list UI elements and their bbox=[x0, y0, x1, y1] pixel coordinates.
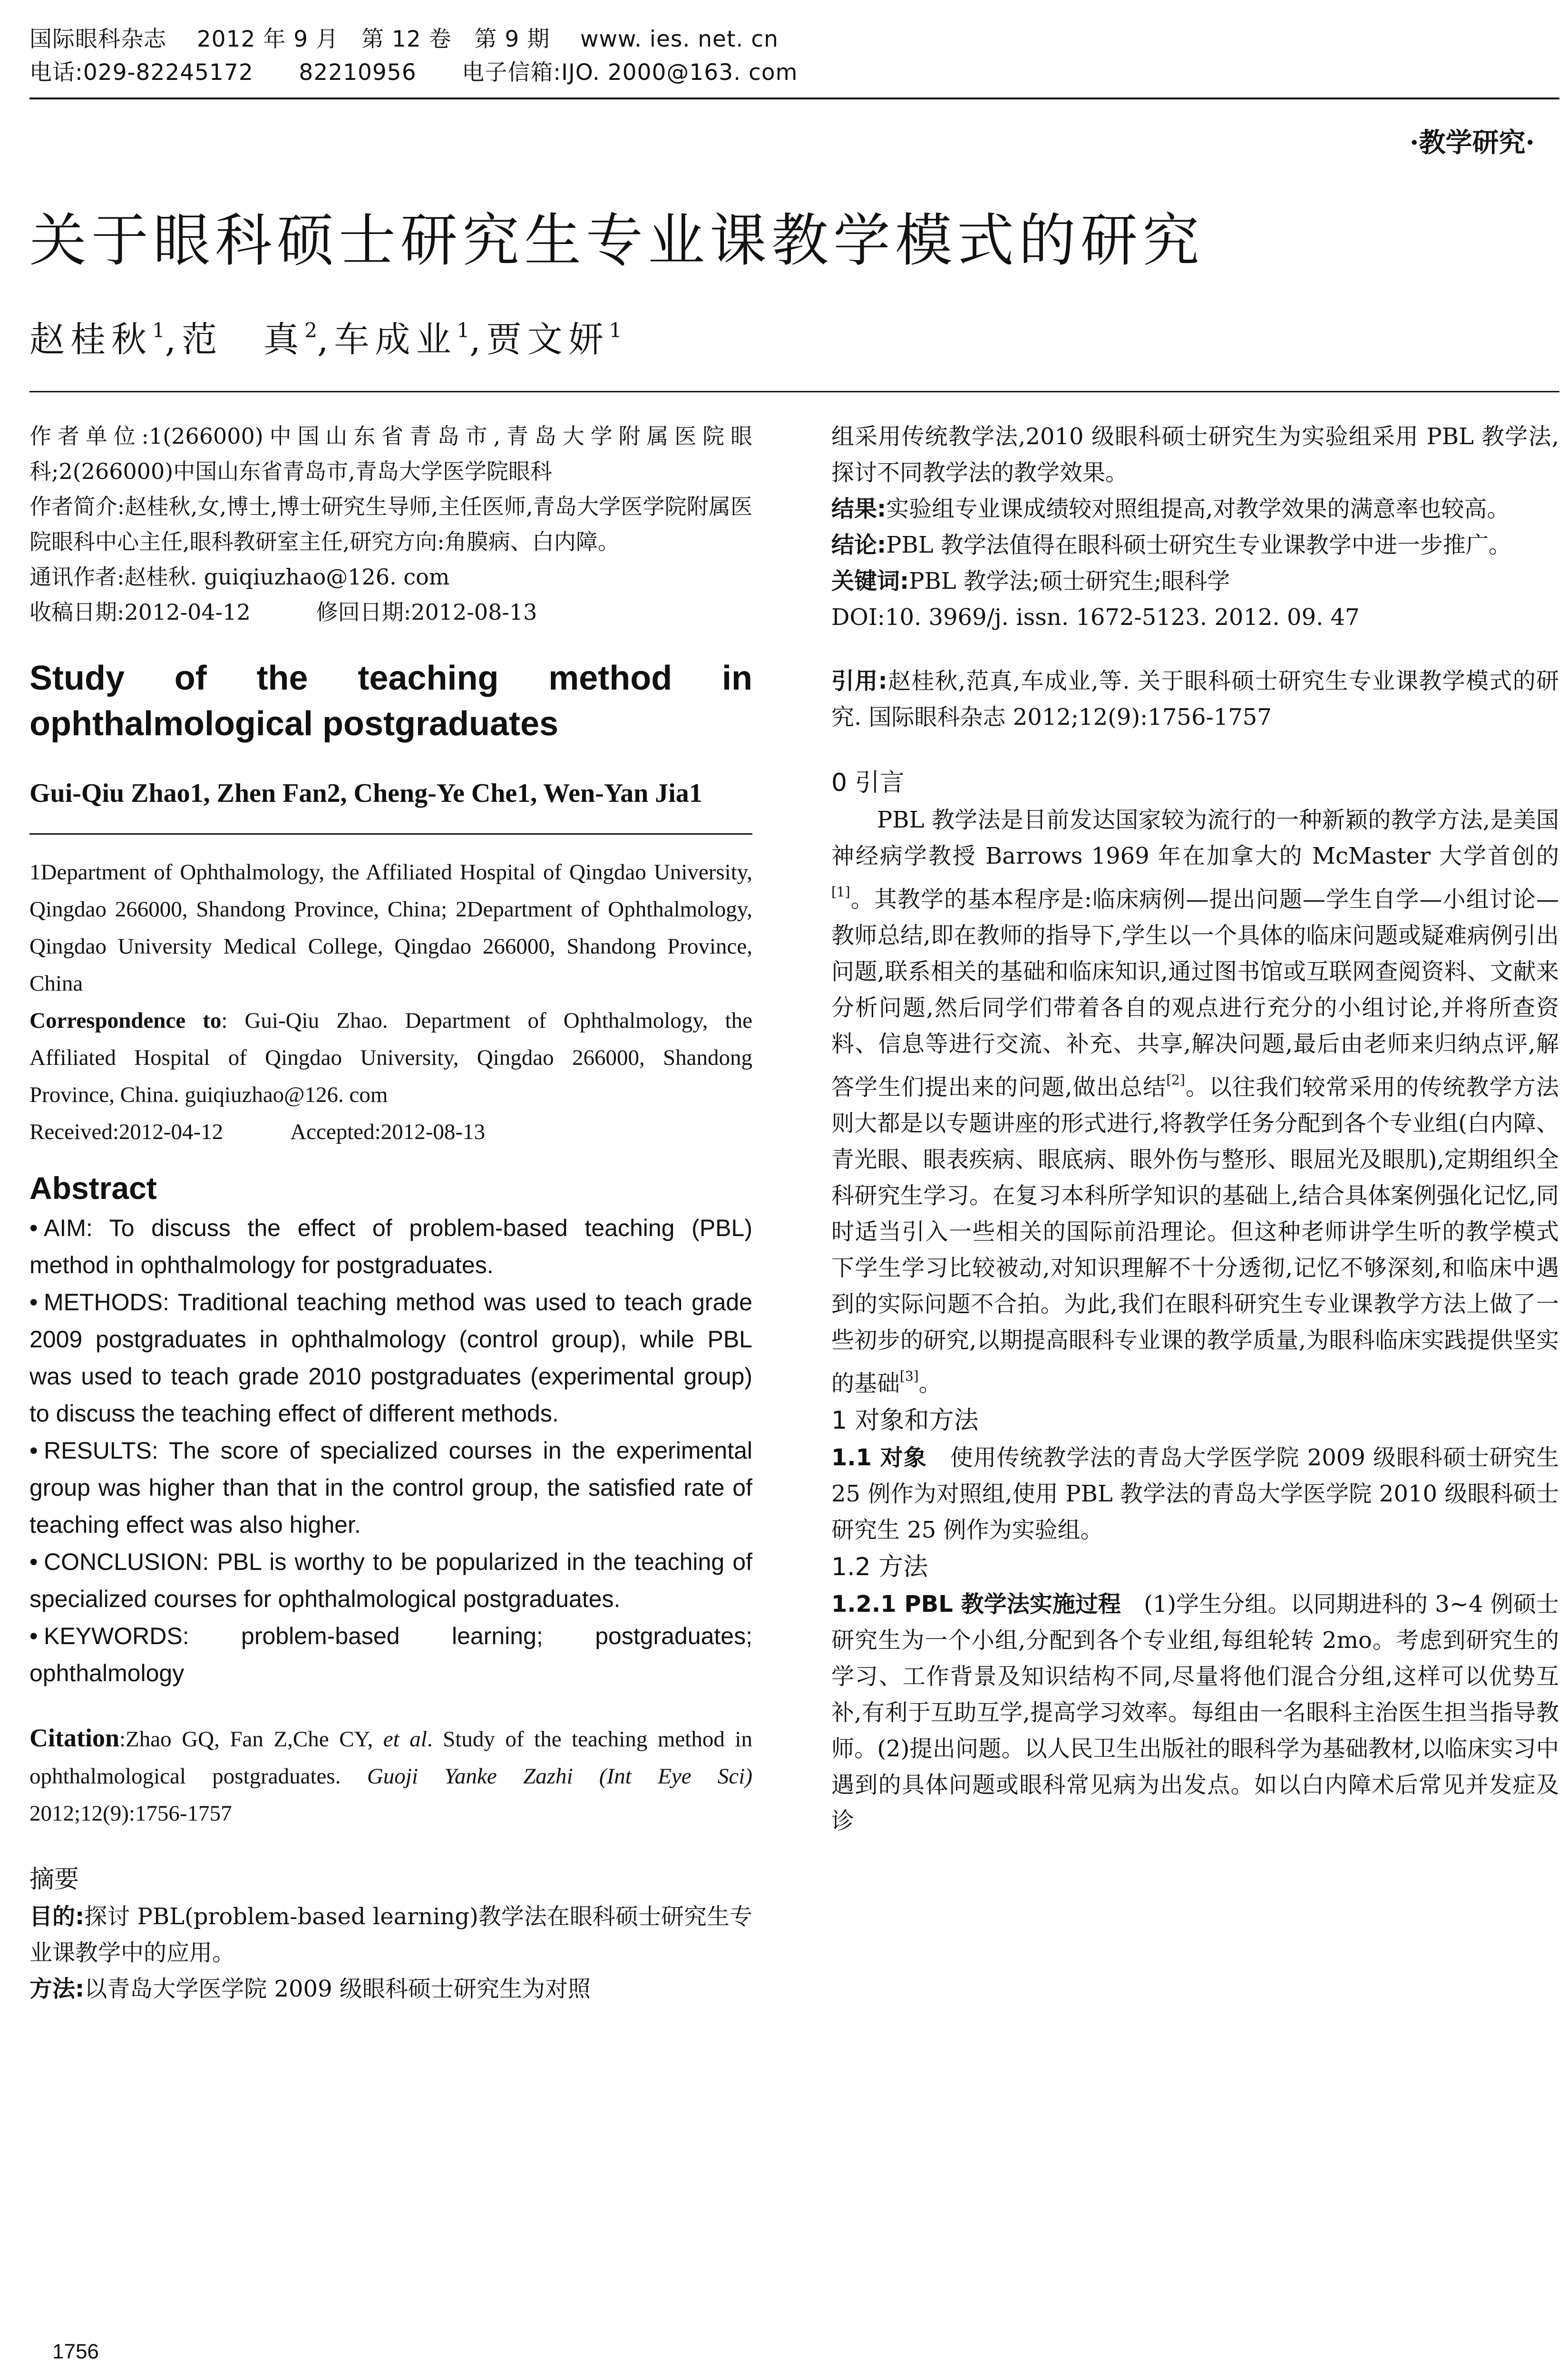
ref-2: [2] bbox=[1166, 1072, 1185, 1088]
article-title-cn: 关于眼科硕士研究生专业课教学模式的研究 bbox=[29, 208, 1204, 274]
abstract-methods: • METHODS: Traditional teaching method was used to teach grade 2009 postgraduates in ophthalmology (control group), while PBL was used to teach grade 2010 postgraduates (experimental group) to discuss the teaching effect of different methods. bbox=[29, 1289, 752, 1427]
authors-en: Gui-Qiu Zhao1, Zhen Fan2, Cheng-Ye Che1, Wen-Yan Jia1 bbox=[29, 779, 702, 808]
website: www. ies. net. cn bbox=[580, 26, 779, 52]
received-en: Received:2012-04-12 bbox=[29, 1120, 224, 1144]
affiliation-cn: 作者单位:1(266000)中国山东省青岛市,青岛大学附属医院眼科;2(266000)中国山东省青岛市,青岛大学医学院眼科 bbox=[29, 423, 752, 484]
phone-2: 82210956 bbox=[299, 59, 417, 86]
article-meta-cn bbox=[29, 419, 752, 630]
left-column bbox=[29, 419, 752, 2007]
header-rule bbox=[29, 97, 1559, 99]
authors-cn: 赵桂秋$^1$,范 真$^2$,车成业$^1$,贾文妍$^1$ bbox=[29, 319, 622, 360]
author-name: 范 真 bbox=[182, 319, 305, 360]
correspondence-label: Correspondence to bbox=[29, 1008, 222, 1033]
abstract-results: • RESULTS: The score of specialized courses in the experimental group was higher than that in the control group, the satisfied rate of teaching effect was also higher. bbox=[29, 1437, 752, 1538]
title-rule bbox=[29, 391, 1559, 392]
email: 电子信箱:IJO. 2000@163. com bbox=[462, 59, 798, 86]
citation-label: Citation bbox=[29, 1724, 119, 1752]
intro-heading: 0 引言 bbox=[831, 769, 905, 797]
author-bio-cn: 作者简介:赵桂秋,女,博士,博士研究生导师,主任医师,青岛大学医学院附属医院眼科中心主任,眼科教研室主任,研究方向:角膜病、白内障。 bbox=[29, 494, 752, 555]
methods-subheading: 1.2 方法 bbox=[831, 1553, 928, 1581]
author-name: 车成业 bbox=[334, 319, 457, 360]
methods-heading: 1 对象和方法 bbox=[831, 1406, 979, 1435]
correspondence-en bbox=[29, 1002, 752, 1113]
affiliation-en: 1Department of Ophthalmology, the Affiliated Hospital of Qingdao University, Qingdao 266000, Shandong Province, China; 2Department of Ophthalmology, Qingdao University Medical College, Qingdao 266000, Shandong Province, China bbox=[29, 860, 752, 996]
dates-cn bbox=[29, 594, 752, 630]
article-title-en-line1: Study of the teaching method in bbox=[29, 659, 752, 697]
correspondence-text: : Gui-Qiu Zhao. Department of Ophthalmology, the Affiliated Hospital of Qingdao University, Qingdao 266000, Shandong Province, China. guiqiuzhao@126. com bbox=[29, 1008, 752, 1107]
abstract-cn-methods-cont: 组采用传统教学法,2010 级眼科硕士研究生为实验组采用 PBL 教学法,探讨不同教学法的教学效果。 bbox=[831, 423, 1559, 486]
abstract-cn-keywords: 关键词:PBL 教学法;硕士研究生;眼科学 bbox=[831, 568, 1230, 594]
pbl-process-paragraph: 1.2.1 PBL 教学法实施过程 (1)学生分组。以同期进科的 3~4 例硕士研究生为一个小组,分配到各个专业组,每组轮转 2mo。考虑到研究生的学习、工作背景及知识结构不同,尽量将他们混合分组,这样可以优势互补,有利于互助互学,提高学习效率。每组由一名眼科主治医生担当指导教师。(2)提出问题。以人民卫生出版社的眼科学为基础教材,以临床实习中遇到的具体问题或眼科常见病为出发点。如以白内障术后常见并发症及诊 bbox=[831, 1591, 1559, 1834]
correspondence-cn: 通讯作者:赵桂秋. guiqiuzhao@126. com bbox=[29, 564, 450, 590]
abstract-cn-heading: 摘要 bbox=[29, 1865, 79, 1894]
volume: 第 12 卷 bbox=[361, 26, 452, 52]
abstract-aim: • AIM: To discuss the effect of problem-based teaching (PBL) method in ophthalmology for postgraduates. bbox=[29, 1215, 752, 1278]
author-name: 赵桂秋 bbox=[29, 319, 152, 360]
journal-header bbox=[29, 23, 1551, 89]
authors-rule bbox=[29, 833, 752, 835]
header-row-2 bbox=[29, 56, 1551, 89]
author-sup: 1 bbox=[609, 319, 622, 342]
received-cn: 收稿日期:2012-04-12 bbox=[29, 599, 251, 625]
abstract-heading: Abstract bbox=[29, 1170, 157, 1206]
abstract-cn-results: 结果:实验组专业课成绩较对照组提高,对教学效果的满意率也较高。 bbox=[831, 496, 1510, 522]
issue-date: 2012 年 9 月 bbox=[196, 26, 339, 52]
issue: 第 9 期 bbox=[474, 26, 550, 52]
ref-3: [3] bbox=[900, 1368, 919, 1384]
abstract-cn-conclusion: 结论:PBL 教学法值得在眼科硕士研究生专业课教学中进一步推广。 bbox=[831, 532, 1511, 558]
phone: 电话:029-82245172 bbox=[29, 59, 253, 86]
author-sup: 2 bbox=[304, 319, 317, 342]
doi: DOI:10. 3969/j. issn. 1672-5123. 2012. 09. 47 bbox=[831, 604, 1360, 631]
abstract-keywords: • KEYWORDS: problem-based learning; postgraduates; ophthalmology bbox=[29, 1623, 752, 1686]
author-name: 贾文妍 bbox=[486, 319, 609, 360]
subjects-paragraph: 1.1 对象 使用传统教学法的青岛大学医学院 2009 级眼科硕士研究生 25 例作为对照组,使用 PBL 教学法的青岛大学医学院 2010 级眼科硕士研究生 25 例作为实验组。 bbox=[831, 1444, 1559, 1543]
page-number: 1756 bbox=[52, 2340, 99, 2363]
header-row-1 bbox=[29, 23, 1551, 56]
ref-1: [1] bbox=[831, 884, 850, 900]
abstract-cn-aim: 目的:探讨 PBL(problem-based learning)教学法在眼科硕士研究生专业课教学中的应用。 bbox=[29, 1903, 752, 1966]
dates-en bbox=[29, 1113, 752, 1150]
abstract-conclusion: • CONCLUSION: PBL is worthy to be popularized in the teaching of specialized courses for ophthalmological postgraduates. bbox=[29, 1549, 752, 1612]
revised-cn: 修回日期:2012-08-13 bbox=[316, 599, 537, 625]
abstract-cn-methods-start: 方法:以青岛大学医学院 2009 级眼科硕士研究生为对照 bbox=[29, 1976, 591, 2002]
intro-paragraph: PBL 教学法是目前发达国家较为流行的一种新颖的教学方法,是美国神经病学教授 Barrows 1969 年在加拿大的 McMaster 大学首创的[1]。其教学的基本程序是:临床病例—提出问题—学生自学—小组讨论—教师总结,即在教师的指导下,学生以一个具体的临床问题或疑难病例引出问题,联系相关的基础和临床知识,通过图书馆或互联网查阅资料、文献来分析问题,然后同学们带着各自的观点进行充分的小组讨论,并将所查资料、信息等进行交流、补充、共享,解决问题,最后由老师来归纳点评,解答学生们提出来的问题,做出总结[2]。以往我们较常采用的传统教学方法则大都是以专题讲座的形式进行,将教学任务分配到各个专业组(白内障、青光眼、眼表疾病、眼底病、眼外伤与整形、眼屈光及眼肌),定期组织全科研究生学习。在复习本科所学知识的基础上,结合具体案例强化记忆,同时适当引入一些相关的国际前沿理论。但这种老师讲学生听的教学模式下学生学习比较被动,对知识理解不十分透彻,记忆不够深刻,和临床中遇到的实际问题不合拍。为此,我们在眼科研究生专业课教学方法上做了一些初步的研究,以期提高眼科专业课的教学质量,为眼科临床实践提供坚实的基础[3]。 bbox=[831, 807, 1559, 1397]
article-title-en-line2: ophthalmological postgraduates bbox=[29, 705, 559, 743]
section-tag: ·教学研究· bbox=[1410, 127, 1535, 158]
citation-journal: Guoji Yanke Zazhi (Int Eye Sci) bbox=[367, 1764, 752, 1789]
author-sup: 1 bbox=[457, 319, 470, 342]
right-column bbox=[831, 419, 1559, 1839]
citation-cn: 引用:赵桂秋,范真,车成业,等. 关于眼科硕士研究生专业课教学模式的研究. 国际眼科杂志 2012;12(9):1756-1757 bbox=[831, 668, 1559, 731]
accepted-en: Accepted:2012-08-13 bbox=[290, 1120, 486, 1144]
citation-en: Citation:Zhao GQ, Fan Z,Che CY, et al. Study of the teaching method in ophthalmological postgraduates. Guoji Yanke Zazhi (Int Eye Sci) 2012;12(9):1756-1757 bbox=[29, 1724, 752, 1826]
author-sup: 1 bbox=[152, 319, 165, 342]
journal-name: 国际眼科杂志 bbox=[29, 26, 166, 52]
